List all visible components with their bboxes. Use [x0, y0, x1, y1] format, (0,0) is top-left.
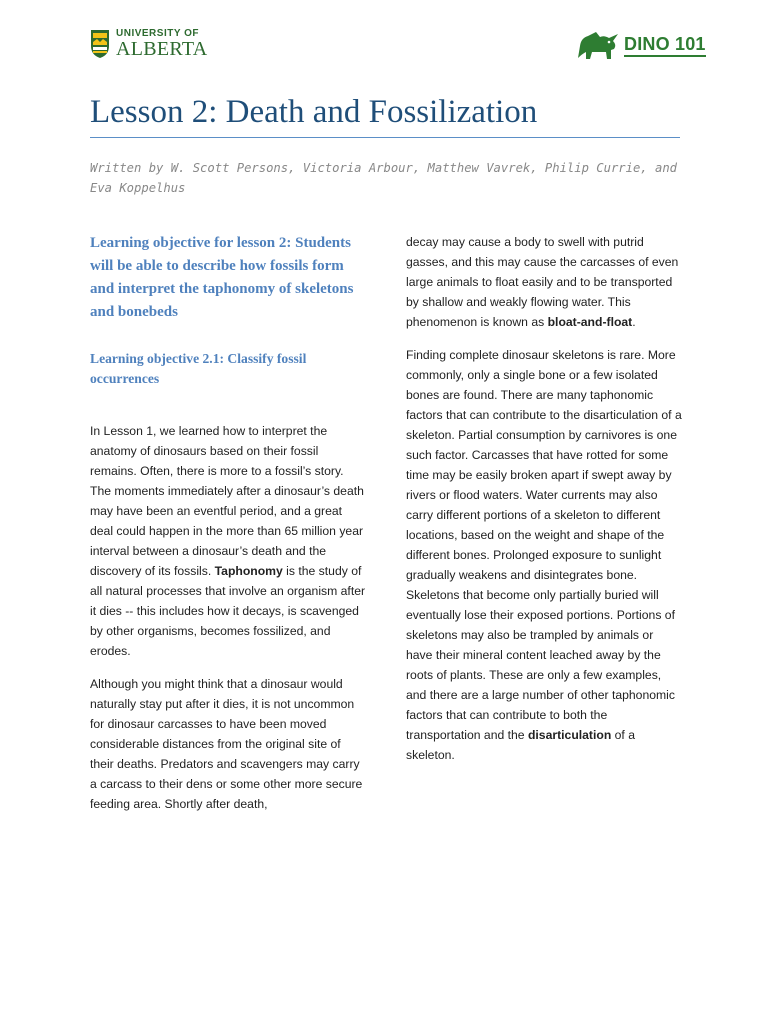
dino101-logo — [576, 28, 706, 62]
university-wordmark — [116, 29, 208, 59]
paragraph-taphonomy-intro — [90, 421, 366, 661]
university-line1: UNIVERSITY OF — [116, 28, 199, 39]
university-line2: ALBERTA — [116, 38, 208, 60]
left-column — [90, 232, 366, 814]
learning-objective-main: Learning objective for lesson 2: Students will be able to describe how fossils form and interpret the taphonomy of skeletons and bonebeds — [90, 235, 354, 320]
paragraph-text: In Lesson 1, we learned how to interpret the anatomy of dinosaurs based on their fossil remains. Often, there is more to a fossil’s story. The moments immediately after a dinosaur’s death may have been an eventful period, and a great deal could happen in the more than 65 million year interval between a dinosaur’s death and the discovery of its fossils. — [90, 424, 364, 578]
dino101-text: DINO 101 — [624, 33, 706, 54]
paragraph-text: is the study of all natural processes that involve an organism after it dies -- this includes how it decays, is scavenged by other organisms, becomes fossilized, and erodes. — [90, 564, 366, 658]
paragraph-text: . — [632, 315, 636, 329]
paragraph-text: of a skeleton. — [406, 728, 635, 762]
page-title: Lesson 2: Death and Fossilization — [90, 94, 538, 130]
paragraph-text: Finding complete dinosaur skeletons is rare. More commonly, only a single bone or a few isolated bones are found. There are many taphonomic factors that can contribute to the disarticulation of a skeleton. Partial consumption by carnivores is one such factor. Carcasses that have rotted for some time may be easily broken apart if swept away by rivers or flood waters. Water currents may also carry different portions of a skeleton to different locations, based on the weight and shape of the different bones. Prolonged exposure to sunlight gradually weakens and disintegrates bone. Skeletons that become only partially buried will eventually lose their exposed portions. Portions of skeletons may also be trampled by animals or have their mineral content leached away by the roots of plants. These are only a few examples, and there are a large number of other taphonomic factors that can contribute to both the transportation and the — [406, 348, 682, 742]
authors-line: Written by W. Scott Persons, Victoria Arbour, Matthew Vavrek, Philip Currie, and Eva Koppelhus — [90, 161, 677, 195]
dino101-underline — [624, 55, 706, 57]
term-taphonomy: Taphonomy — [214, 564, 283, 578]
right-column — [406, 232, 682, 765]
paragraph-carcass-transport: Although you might think that a dinosaur would naturally stay put after it dies, it is not uncommon for dinosaur carcasses to have been moved considerable distances from the original site of their deaths. Predators and scavengers may carry a carcass to their dens or some other more secure feeding area. Shortly after death, — [90, 677, 363, 811]
paragraph-bloat-and-float — [406, 232, 682, 332]
paragraph-text: decay may cause a body to swell with putrid gasses, and this may cause the carcasses of even large animals to float easily and to be transported by shallow and weakly flowing water. This phenomenon is known as — [406, 235, 679, 329]
university-crest-icon — [90, 29, 110, 59]
title-divider — [90, 137, 680, 138]
learning-objective-2-1: Learning objective 2.1: Classify fossil occurrences — [90, 351, 307, 386]
term-bloat-and-float: bloat-and-float — [547, 315, 633, 329]
term-disarticulation: disarticulation — [527, 728, 612, 742]
triceratops-icon — [576, 28, 620, 62]
paragraph-disarticulation — [406, 345, 682, 765]
university-of-alberta-logo — [90, 29, 208, 59]
